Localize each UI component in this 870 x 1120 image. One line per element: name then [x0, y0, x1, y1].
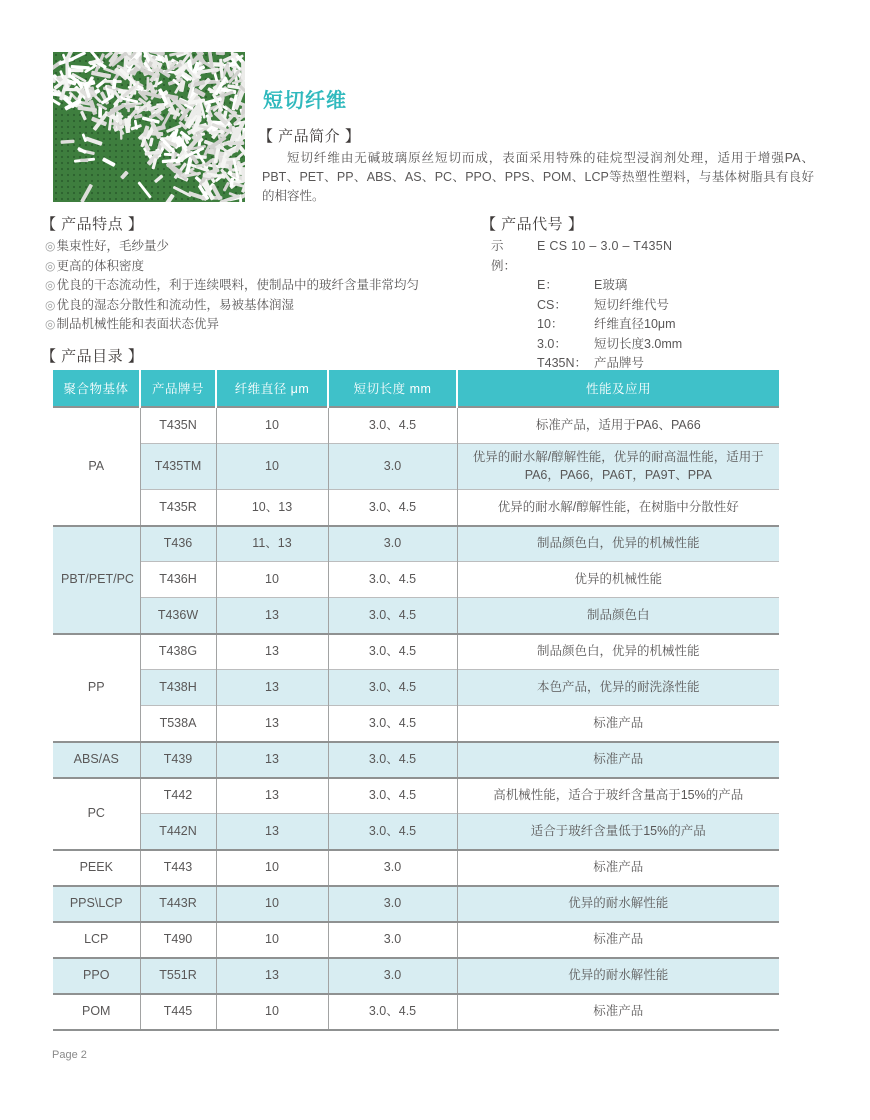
cell-polymer-group: LCP [53, 922, 140, 958]
cell-performance: 优异的耐水解/醇解性能，在树脂中分散性好 [457, 490, 779, 526]
cell-diameter: 10 [216, 407, 328, 443]
cell-performance: 优异的耐水解性能 [457, 958, 779, 994]
feature-item [45, 276, 419, 296]
cell-diameter: 13 [216, 742, 328, 778]
table-header-row [53, 370, 779, 407]
cell-performance: 适合于玻纤含量低于15%的产品 [457, 814, 779, 850]
table-row [53, 886, 779, 922]
product-code-block [491, 237, 682, 374]
page-title: 短切纤维 [263, 90, 347, 112]
product-photo [53, 52, 245, 202]
cell-grade: T435R [140, 490, 216, 526]
cell-length: 3.0、4.5 [328, 706, 457, 742]
cell-diameter: 10 [216, 886, 328, 922]
cell-polymer-group: PA [53, 407, 140, 526]
cell-grade: T438G [140, 634, 216, 670]
code-part [537, 296, 682, 316]
cell-performance: 制品颜色白，优异的机械性能 [457, 634, 779, 670]
cell-grade: T442 [140, 778, 216, 814]
cell-length: 3.0 [328, 850, 457, 886]
code-part [537, 335, 682, 355]
bullet-icon: ◎ [45, 297, 56, 312]
cell-performance: 标准产品 [457, 850, 779, 886]
table-row [53, 598, 779, 634]
cell-grade: T445 [140, 994, 216, 1030]
cell-performance: 制品颜色白，优异的机械性能 [457, 526, 779, 562]
intro-paragraph: 短切纤维由无碱玻璃原丝短切而成，表面采用特殊的硅烷型浸润剂处理，适用于增强PA、PBT、PET、PP、ABS、AS、PC、PPO、PPS、POM、LCP等热塑性塑料，与基体树脂具有良好的相容性。 [262, 151, 814, 203]
cell-performance: 高机械性能，适合于玻纤含量高于15%的产品 [457, 778, 779, 814]
cell-length: 3.0、4.5 [328, 634, 457, 670]
code-parts-list [537, 276, 682, 374]
cell-length: 3.0、4.5 [328, 778, 457, 814]
cell-diameter: 11、13 [216, 526, 328, 562]
cell-polymer-group: PC [53, 778, 140, 850]
cell-length: 3.0 [328, 526, 457, 562]
chopped-fiber-image [53, 52, 245, 202]
section-heading-intro: 【 产品简介 】 [258, 128, 361, 145]
bullet-icon: ◎ [45, 278, 56, 292]
cell-performance: 制品颜色白 [457, 598, 779, 634]
cell-diameter: 13 [216, 778, 328, 814]
feature-item [45, 315, 419, 335]
cell-performance: 本色产品，优异的耐洗涤性能 [457, 670, 779, 706]
cell-polymer-group: PPS\LCP [53, 886, 140, 922]
cell-diameter: 10、13 [216, 490, 328, 526]
cell-polymer-group: PP [53, 634, 140, 742]
code-part-desc: 短切纤维代号 [594, 297, 670, 312]
code-part-key: E： [537, 278, 558, 292]
cell-diameter: 10 [216, 850, 328, 886]
code-part-desc: 纤维直径10μm [594, 317, 676, 331]
cell-performance: 标准产品 [457, 922, 779, 958]
code-part-key: T435N： [537, 356, 588, 370]
table-row [53, 407, 779, 443]
feature-item [45, 296, 419, 316]
cell-length: 3.0、4.5 [328, 994, 457, 1030]
cell-grade: T490 [140, 922, 216, 958]
section-heading-features: 【 产品特点 】 [41, 216, 144, 233]
product-catalog-table [53, 370, 779, 1031]
cell-diameter: 10 [216, 562, 328, 598]
cell-performance: 标准产品 [457, 742, 779, 778]
cell-grade: T538A [140, 706, 216, 742]
cell-performance: 优异的耐水解/醇解性能，优异的耐高温性能，适用于PA6，PA66，PA6T，PA9T、PPA [457, 443, 779, 490]
code-example-value: E CS 10 – 3.0 – T435N [537, 239, 673, 253]
table-row [53, 490, 779, 526]
cell-diameter: 13 [216, 634, 328, 670]
cell-length: 3.0、4.5 [328, 407, 457, 443]
cell-performance: 标准产品 [457, 994, 779, 1030]
cell-grade: T551R [140, 958, 216, 994]
feature-text: 优良的湿态分散性和流动性，易被基体润湿 [56, 297, 294, 312]
feature-text: 制品机械性能和表面状态优异 [56, 317, 219, 331]
feature-item [45, 257, 419, 277]
column-header: 聚合物基体 [53, 370, 140, 407]
cell-polymer-group: PEEK [53, 850, 140, 886]
page-number: Page 2 [52, 1049, 87, 1061]
code-part-desc: 产品牌号 [594, 356, 645, 370]
cell-grade: T435TM [140, 443, 216, 490]
features-list [45, 237, 419, 335]
code-part-key: 3.0： [537, 336, 567, 351]
code-part [537, 315, 682, 335]
table-row [53, 850, 779, 886]
column-header: 短切长度 mm [328, 370, 457, 407]
cell-length: 3.0 [328, 443, 457, 490]
cell-diameter: 13 [216, 958, 328, 994]
code-example-line [491, 237, 682, 276]
cell-diameter: 10 [216, 922, 328, 958]
cell-diameter: 13 [216, 706, 328, 742]
table-row [53, 706, 779, 742]
cell-length: 3.0、4.5 [328, 670, 457, 706]
cell-diameter: 10 [216, 443, 328, 490]
cell-grade: T436W [140, 598, 216, 634]
cell-performance: 标准产品 [457, 706, 779, 742]
section-heading-code: 【 产品代号 】 [481, 216, 584, 233]
cell-length: 3.0、4.5 [328, 598, 457, 634]
code-part-desc: 短切长度3.0mm [594, 336, 683, 351]
section-heading-catalog: 【 产品目录 】 [41, 348, 144, 365]
code-part-key: 10： [537, 317, 564, 331]
cell-length: 3.0、4.5 [328, 562, 457, 598]
cell-length: 3.0、4.5 [328, 814, 457, 850]
feature-text: 更高的体积密度 [56, 258, 144, 273]
cell-polymer-group: PBT/PET/PC [53, 526, 140, 634]
cell-diameter: 13 [216, 598, 328, 634]
cell-grade: T439 [140, 742, 216, 778]
feature-text: 优良的干态流动性，利于连续喂料，使制品中的玻纤含量非常均匀 [56, 278, 419, 292]
cell-grade: T443R [140, 886, 216, 922]
cell-grade: T435N [140, 407, 216, 443]
table-row [53, 778, 779, 814]
code-part-desc: E玻璃 [594, 278, 628, 292]
table-row [53, 562, 779, 598]
column-header: 产品牌号 [140, 370, 216, 407]
table-row [53, 958, 779, 994]
cell-length: 3.0 [328, 958, 457, 994]
feature-text: 集束性好，毛纱量少 [56, 239, 169, 253]
code-example-label: 示例： [491, 239, 517, 273]
cell-grade: T436H [140, 562, 216, 598]
cell-polymer-group: POM [53, 994, 140, 1030]
column-header: 纤维直径 μm [216, 370, 328, 407]
bullet-icon: ◎ [45, 317, 56, 331]
table-row [53, 922, 779, 958]
cell-grade: T438H [140, 670, 216, 706]
cell-grade: T436 [140, 526, 216, 562]
cell-performance: 优异的机械性能 [457, 562, 779, 598]
cell-polymer-group: PPO [53, 958, 140, 994]
feature-item [45, 237, 419, 257]
cell-length: 3.0 [328, 922, 457, 958]
cell-grade: T443 [140, 850, 216, 886]
cell-diameter: 13 [216, 670, 328, 706]
cell-diameter: 13 [216, 814, 328, 850]
table-row [53, 814, 779, 850]
table-row [53, 670, 779, 706]
cell-length: 3.0 [328, 886, 457, 922]
cell-performance: 优异的耐水解性能 [457, 886, 779, 922]
cell-grade: T442N [140, 814, 216, 850]
cell-performance: 标准产品，适用于PA6、PA66 [457, 407, 779, 443]
table-row [53, 634, 779, 670]
cell-diameter: 10 [216, 994, 328, 1030]
column-header: 性能及应用 [457, 370, 779, 407]
cell-polymer-group: ABS/AS [53, 742, 140, 778]
code-part [537, 276, 682, 296]
table-row [53, 443, 779, 490]
table-row [53, 994, 779, 1030]
cell-length: 3.0、4.5 [328, 742, 457, 778]
bullet-icon: ◎ [45, 258, 56, 273]
table-row [53, 526, 779, 562]
cell-length: 3.0、4.5 [328, 490, 457, 526]
table-row [53, 742, 779, 778]
bullet-icon: ◎ [45, 239, 56, 253]
code-part-key: CS： [537, 297, 567, 312]
